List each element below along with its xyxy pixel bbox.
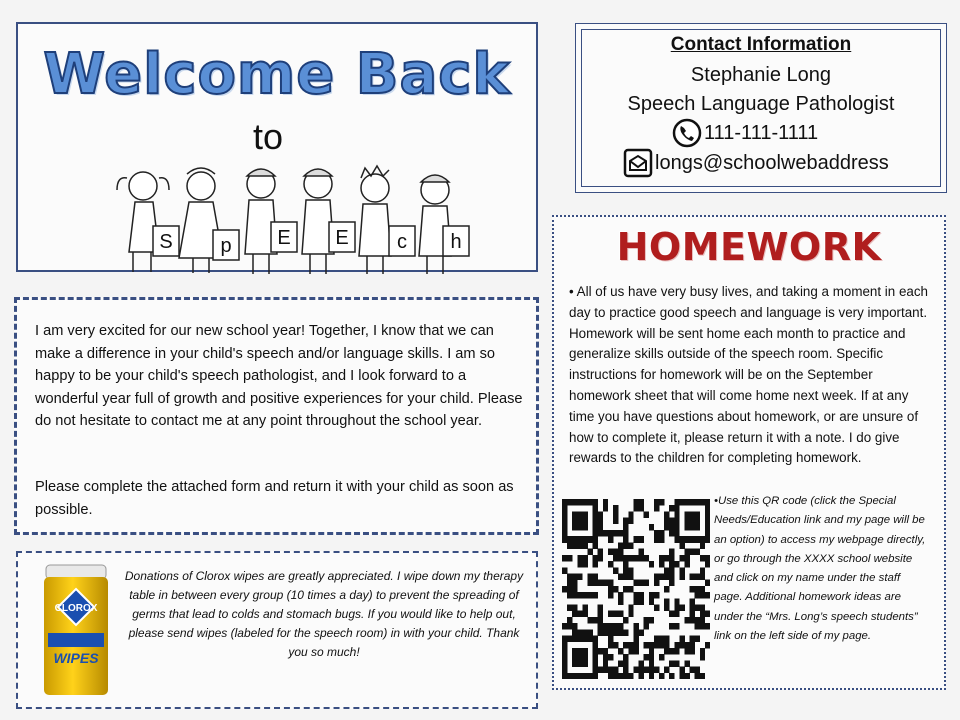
speech-letter: S bbox=[159, 231, 173, 253]
homework-body: • All of us have very busy lives, and taking a moment in each day to practice good speech and language is very important. Homework will be sent home each month to practice and generalize skills outside of the speech room. Specific instructions for homework will be on the September homework sheet that will come home next week. If at any time you have questions about homework, or are unsure of how to complete it, please return it with a note. I do give rewards to the children for completing homework. bbox=[569, 284, 928, 466]
welcome-to-text: to bbox=[253, 116, 284, 157]
qr-code-icon[interactable] bbox=[562, 499, 710, 679]
letter-paragraph-2: Please complete the attached form and return it with your child as soon as possible. bbox=[35, 479, 514, 518]
clorox-brand-text: CLOROX bbox=[54, 603, 98, 614]
homework-box bbox=[552, 215, 946, 690]
contact-role: Speech Language Pathologist bbox=[627, 93, 895, 115]
letter-paragraph-1: I am very excited for our new school year! Together, I know that we can make a difference in your child's speech and/or language skills. I am so happy to be your child's speech pathologist, and I look forward to a wonderful year full of growth and positive experiences for your child. Please do not hesitate to contact me at any point throughout the school year. bbox=[35, 323, 523, 429]
speech-letter: E bbox=[335, 227, 349, 249]
kid-figure bbox=[359, 166, 391, 274]
speech-letter: p bbox=[220, 235, 232, 257]
welcome-title: Welcome Back bbox=[43, 42, 511, 107]
contact-email-row bbox=[623, 148, 889, 178]
speech-letter: h bbox=[450, 231, 462, 253]
homework-title: HOMEWORK bbox=[616, 225, 882, 269]
contact-email[interactable]: longs@schoolwebaddress bbox=[655, 151, 889, 174]
speech-kids-illustration bbox=[113, 164, 483, 279]
letter-box bbox=[14, 297, 539, 535]
speech-letter: c bbox=[397, 231, 407, 253]
clorox-product-text: WIPES bbox=[53, 650, 99, 666]
contact-box bbox=[575, 23, 947, 193]
contact-phone-row bbox=[672, 118, 818, 148]
clorox-wipes-image bbox=[40, 563, 112, 699]
contact-phone[interactable]: 111-111-1111 bbox=[704, 121, 819, 144]
contact-heading: Contact Information bbox=[670, 34, 852, 55]
clorox-box bbox=[16, 551, 538, 709]
mail-icon bbox=[623, 148, 653, 178]
contact-name: Stephanie Long bbox=[690, 64, 832, 86]
speech-letter: E bbox=[277, 227, 291, 249]
clorox-note: Donations of Clorox wipes are greatly appreciated. I wipe down my therapy table in between every group (10 times a day) to prevent the spreading of germs that lead to colds and stomach bugs. If you would like to help out, please send wipes (labeled for the speech room) in with your child. Thank you so much! bbox=[124, 569, 524, 659]
phone-icon bbox=[672, 118, 702, 148]
kid-figure bbox=[419, 175, 451, 274]
kid-figure bbox=[117, 172, 169, 272]
welcome-box bbox=[16, 22, 538, 272]
qr-note: •Use this QR code (click the Special Needs/Education link and my page will be an option) to access my webpage directly, or go through the XXXX school website and click on my name under the staff page. Additional homework ideas are under the “Mrs. Long’s speech students” link on the left side of my page. bbox=[714, 495, 926, 643]
